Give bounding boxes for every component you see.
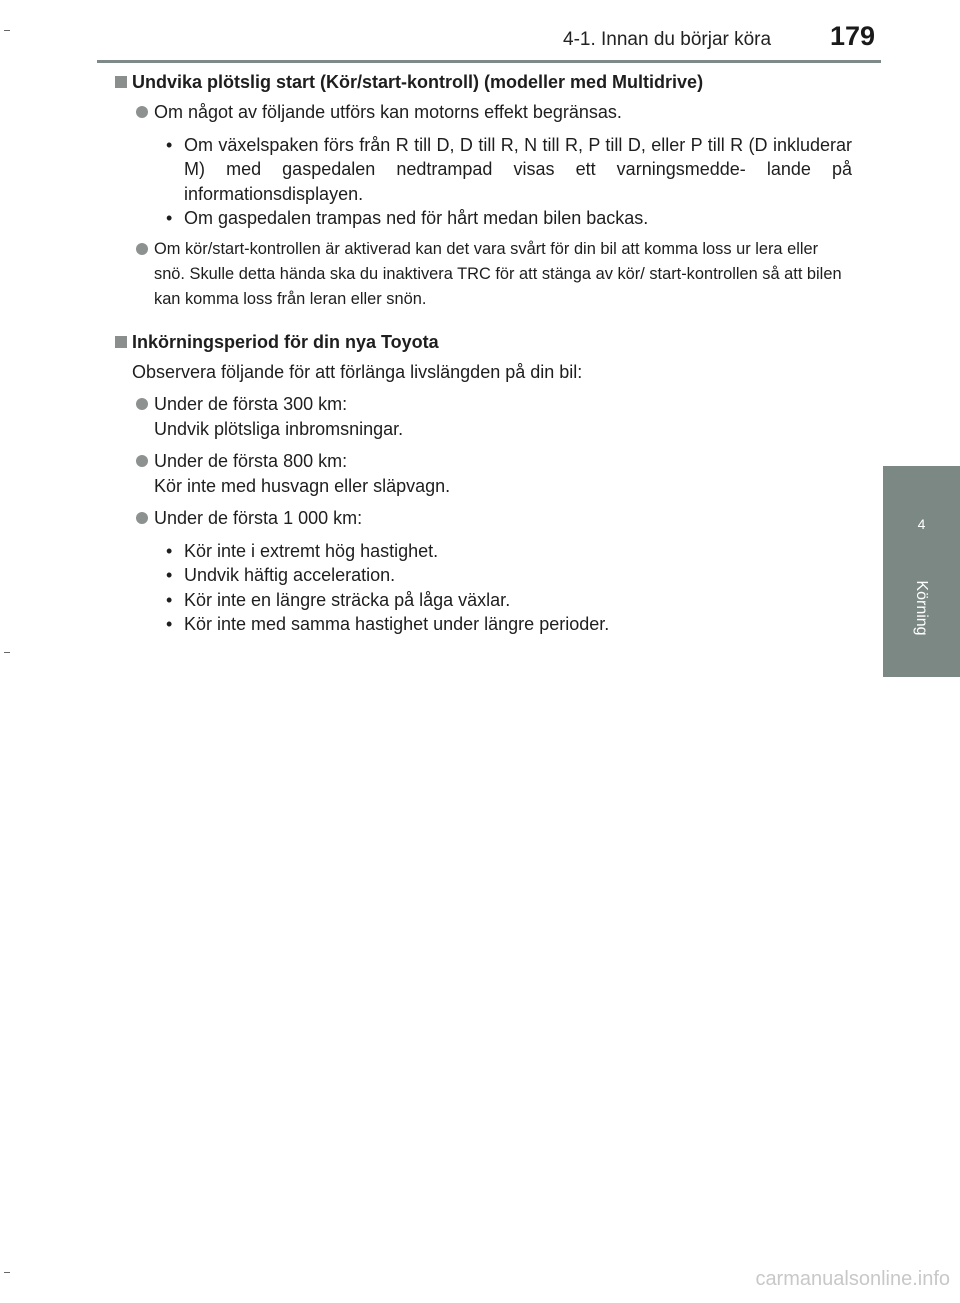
bullet-item: • Kör inte med samma hastighet under längre perioder. <box>166 612 852 637</box>
page-header <box>0 0 960 62</box>
bullet-item: • Kör inte en längre sträcka på låga växlar. <box>166 588 852 613</box>
section-heading <box>112 70 852 94</box>
heading-text: Inkörningsperiod för din nya Toyota <box>132 331 439 352</box>
chapter-number: 4 <box>917 516 926 532</box>
list-item <box>112 506 852 531</box>
header-rule <box>97 60 881 63</box>
bullet-list <box>112 539 852 637</box>
circle-bullet-icon <box>136 106 148 118</box>
watermark: carmanualsonline.info <box>755 1268 950 1290</box>
bullet-item: • Om växelspaken förs från R till D, D till R, N till R, P till D, eller P till R (D inkluderar M) med gaspedalen nedtrampad visas ett varningsmedde- lande på informationsdisplayen. <box>166 133 852 207</box>
item-text: Om något av följande utförs kan motorns effekt begränsas. <box>154 102 622 122</box>
crop-mark <box>4 30 10 31</box>
square-bullet-icon <box>115 336 127 348</box>
bullet-item: • Undvik häftig acceleration. <box>166 563 852 588</box>
item-text: Om kör/start-kontrollen är aktiverad kan det vara svårt för din bil att komma loss ur lera eller snö. Skulle detta hända ska du inaktivera TRC för att stänga av kör/ start-kontrollen så att bilen kan komma loss från leran eller snön. <box>154 239 842 308</box>
bullet-item: • Om gaspedalen trampas ned för hårt medan bilen backas. <box>166 206 852 231</box>
heading-text: Undvika plötslig start (Kör/start-kontroll) (modeller med Multidrive) <box>132 72 704 92</box>
chapter-label: Körning <box>913 580 930 636</box>
circle-bullet-icon <box>136 398 148 410</box>
crop-mark <box>4 652 10 653</box>
bullet-list <box>112 133 852 231</box>
page-content <box>112 70 852 643</box>
item-line: Under de första 300 km: <box>154 394 348 414</box>
list-item <box>112 100 852 125</box>
circle-bullet-icon <box>136 455 148 467</box>
square-bullet-icon <box>115 76 127 88</box>
intro-paragraph: Observera följande för att förlänga livslängden på din bil: <box>132 361 583 382</box>
section-heading <box>112 330 852 354</box>
item-line: Under de första 1 000 km: <box>154 508 363 528</box>
circle-bullet-icon <box>136 512 148 524</box>
list-item <box>112 449 852 498</box>
list-item <box>112 392 852 441</box>
chapter-side-tab <box>883 466 960 677</box>
section-title: 4-1. Innan du börjar köra <box>563 29 772 50</box>
bullet-item: • Kör inte i extremt hög hastighet. <box>166 539 852 564</box>
circle-bullet-icon <box>136 243 148 255</box>
item-line: Undvik plötsliga inbromsningar. <box>154 418 404 439</box>
item-line: Kör inte med husvagn eller släpvagn. <box>154 475 451 496</box>
item-line: Under de första 800 km: <box>154 451 348 471</box>
list-item <box>112 237 852 312</box>
crop-mark <box>4 1272 10 1273</box>
page-number: 179 <box>830 21 876 51</box>
